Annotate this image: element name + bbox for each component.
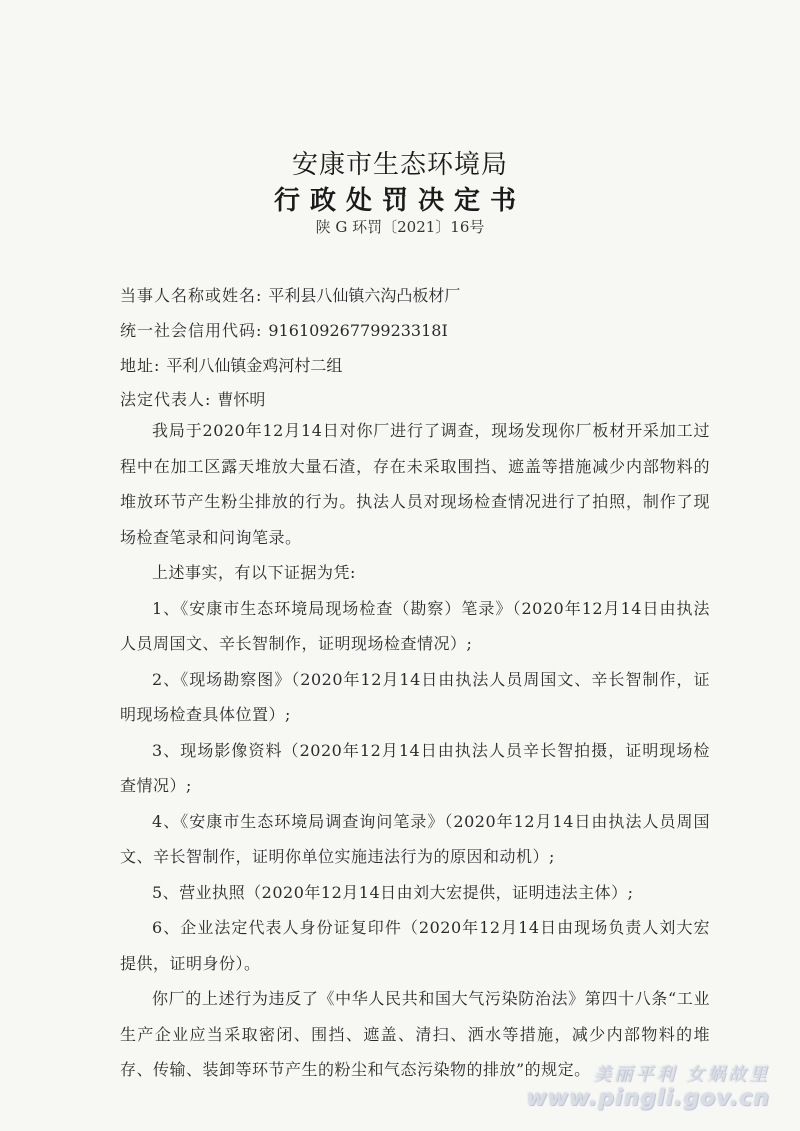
legal-representative-row [120, 387, 265, 410]
paragraph-evidence-intro: 上述事实，有以下证据为凭: [152, 563, 356, 582]
evidence-item-6: 6、企业法定代表人身份证复印件（2020年12月14日由现场负责人刘大宏提供，证明身份）。 [120, 918, 710, 973]
address-value: 平利八仙镇金鸡河村二组 [166, 356, 343, 375]
evidence-item-5: 5、营业执照（2020年12月14日由刘大宏提供，证明违法主体）; [152, 882, 634, 902]
paragraph-investigation: 我局于2020年12月14日对你厂进行了调查，现场发现你厂板材开采加工过程中在加工区露天堆放大量石渣，存在未采取围挡、遮盖等措施减少内部物料的堆放环节产生粉尘排放的行为。执法人员对现场检查情况进行了拍照，制作了现场检查笔录和问询笔录。 [120, 421, 710, 547]
address-label: 地址: [120, 356, 161, 375]
document-number: 陕 G 环罚〔2021〕16号 [315, 218, 485, 236]
party-name-label: 当事人名称或姓名: [120, 286, 263, 305]
address-row [120, 353, 342, 376]
party-name-value: 平利县八仙镇六沟凸板材厂 [268, 286, 461, 305]
credit-code-row [120, 318, 448, 341]
evidence-item-1: 1、《安康市生态环境局现场检查（勘察）笔录》（2020年12月14日由执法人员周国文、辛长智制作，证明现场检查情况）; [120, 598, 710, 653]
evidence-item-4: 4、《安康市生态环境局调查询问笔录》（2020年12月14日由执法人员周国文、辛长智制作，证明你单位实施违法行为的原因和动机）; [120, 811, 710, 866]
watermark-url: www.pingli.gov.cn [526, 1086, 770, 1111]
party-name-row [120, 283, 460, 306]
evidence-item-3: 3、现场影像资料（2020年12月14日由执法人员辛长智拍摄，证明现场检查情况）; [120, 740, 710, 795]
evidence-item-2: 2、《现场勘察图》（2020年12月14日由执法人员周国文、辛长智制作，证明现场检查具体位置）; [120, 669, 710, 724]
paragraph-violation: 你厂的上述行为违反了《中华人民共和国大气污染防治法》第四十八条“工业生产企业应当采取密闭、围挡、遮盖、清扫、洒水等措施，减少内部物料的堆存、传输、装卸等环节产生的粉尘和气态污染物的排放”的规定。 [120, 989, 710, 1079]
decision-body [120, 413, 710, 1088]
document-type-title: 行政处罚决定书 [273, 186, 526, 216]
credit-code-value: 91610926779923318I [268, 321, 448, 340]
watermark-slogan: 美丽平利 女娲故里 [593, 1064, 770, 1085]
site-watermark [526, 1060, 770, 1111]
legal-representative-value: 曹怀明 [217, 390, 266, 409]
legal-representative-label: 法定代表人: [120, 390, 212, 409]
agency-title: 安康市生态环境局 [291, 150, 508, 180]
credit-code-label: 统一社会信用代码: [120, 321, 263, 340]
